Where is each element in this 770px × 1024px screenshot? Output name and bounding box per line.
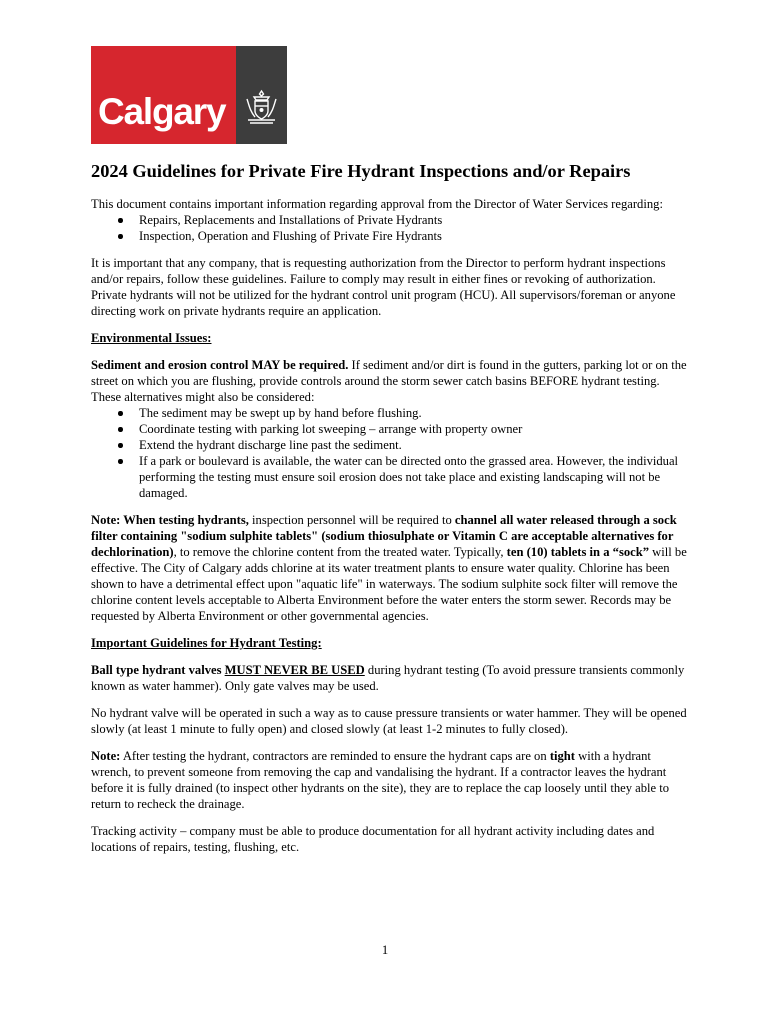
note-bold-tablets: ten (10) tablets in a “sock” <box>506 545 650 559</box>
environmental-heading <box>91 330 691 346</box>
sediment-bullet-list <box>91 405 691 501</box>
logo-wordmark: Calgary <box>98 91 226 132</box>
caps-note-label: Note: <box>91 749 121 763</box>
note-text: will be effective. The City of Calgary adds chlorine at its water treatment plants to ensure water quality. Chlorine has been shown to have a detrimental effect upon "aquatic life" in waterways. The sodium sulphite sock filter will remove the chlorine content levels acceptable to Alberta Environment before the water enters the storm sewer. Records may be requested by Alberta Environment or other governmental agencies. <box>91 545 687 623</box>
sediment-paragraph <box>91 357 691 405</box>
caps-note-paragraph <box>91 748 691 812</box>
caps-note-text: with a hydrant wrench, to prevent someone from removing the cap and vandalising the hydrant. If a contractor leaves the hydrant before it is fully drained (to inspect other hydrants on the site), they are to replace the cap loosely until they able to return to recheck the drainage. <box>91 749 670 811</box>
intro-bullet-list <box>91 212 691 244</box>
note-bold-requirement: channel all water released through a sock filter containing "sodium sulphite tablets" (sodium thiosulphate or Vitamin C are acceptable alternatives for dechlorination) <box>91 513 677 559</box>
list-item: Repairs, Replacements and Installations of Private Hydrants <box>139 212 691 228</box>
note-text: inspection personnel will be required to <box>248 513 455 527</box>
city-of-calgary-logo <box>91 46 287 144</box>
dechlorination-note <box>91 512 691 624</box>
document-title: 2024 Guidelines for Private Fire Hydrant Inspections and/or Repairs <box>91 161 631 181</box>
coat-of-arms-icon <box>243 89 280 125</box>
ball-valve-bold: Ball type hydrant valves <box>91 663 225 677</box>
must-never-be-used-text: MUST NEVER BE USED <box>224 663 365 677</box>
environmental-heading-text: Environmental Issues: <box>91 331 212 345</box>
logo-red-block <box>91 46 236 144</box>
list-item: Coordinate testing with parking lot sweeping – arrange with property owner <box>139 421 691 437</box>
note-text: , to remove the chlorine content from the treated water. Typically, <box>173 545 507 559</box>
importance-paragraph: It is important that any company, that is requesting authorization from the Director to perform hydrant inspections and/or repairs, follow these guidelines. Failure to comply may result in either fines or revoking of authorization. Private hydrants will not be utilized for the hydrant control unit program (HCU). All supervisors/foreman or anyone directing work on private hydrants require an application. <box>91 256 676 318</box>
tracking-paragraph: Tracking activity – company must be able to produce documentation for all hydrant activity including dates and locations of repairs, testing, flushing, etc. <box>91 824 655 854</box>
logo-grey-block <box>236 46 287 144</box>
caps-note-text: After testing the hydrant, contractors are reminded to ensure the hydrant caps are on <box>120 749 550 763</box>
valve-operation-paragraph: No hydrant valve will be operated in such a way as to cause pressure transients or water hammer. They will be opened slowly (at least 1 minute to fully open) and closed slowly (at least 1-2 minutes to fully closed). <box>91 706 687 736</box>
document-body <box>91 160 691 866</box>
page-number: 1 <box>381 943 389 957</box>
sediment-text: If sediment and/or dirt is found in the gutters, parking lot or on the street on which you are flushing, provide controls around the storm sewer catch basins BEFORE hydrant testing. These alternatives might also be considered: <box>91 358 687 404</box>
tight-text: tight <box>549 749 575 763</box>
note-bold-lead: Note: When testing hydrants, <box>91 513 249 527</box>
list-item: Extend the hydrant discharge line past the sediment. <box>139 437 691 453</box>
testing-heading <box>91 635 691 651</box>
ball-valve-text: during hydrant testing (To avoid pressure transients commonly known as water hammer). Only gate valves may be used. <box>91 663 685 693</box>
list-item: The sediment may be swept up by hand before flushing. <box>139 405 691 421</box>
intro-paragraph: This document contains important information regarding approval from the Director of Water Services regarding: <box>91 197 663 211</box>
list-item: Inspection, Operation and Flushing of Private Fire Hydrants <box>139 228 691 244</box>
testing-heading-text: Important Guidelines for Hydrant Testing: <box>91 636 322 650</box>
list-item: If a park or boulevard is available, the water can be directed onto the grassed area. However, the individual performing the testing must ensure soil erosion does not take place and existing landscaping will not be damaged. <box>139 453 691 501</box>
ball-valve-paragraph <box>91 662 691 694</box>
sediment-bold: Sediment and erosion control MAY be required. <box>91 358 349 372</box>
